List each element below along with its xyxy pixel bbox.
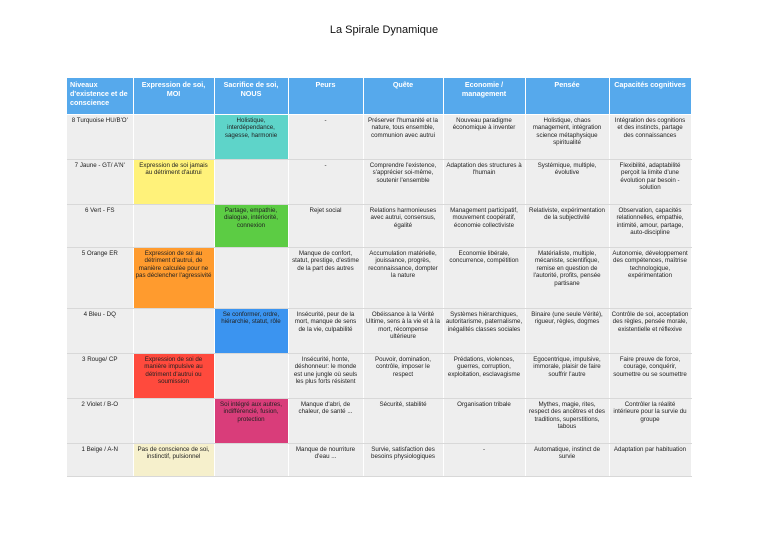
header-capacites: Capacités cognitives: [609, 78, 691, 115]
economie-cell: Adaptation des structures à l'humain: [443, 160, 525, 205]
table-row: [67, 115, 691, 160]
economie-cell: Management participatif, mouvement coopératif, économie collectiviste: [443, 205, 525, 248]
table-row: [67, 399, 691, 444]
pensee-cell: Egocentrique, impulsive, immorale, plaisir de faire souffrir l'autre: [525, 354, 609, 399]
capacites-cell: Observation, capacités relationnelles, empathie, intimité, amour, partage, auto-discipline: [609, 205, 691, 248]
peurs-cell: Rejet social: [288, 205, 363, 248]
nous-cell: Se conformer, ordre, hiérarchie, statut, rôle: [214, 309, 288, 354]
moi-cell: Pas de conscience de soi, instinctif, pulsionnel: [133, 444, 214, 477]
pensee-cell: Automatique, instinct de survie: [525, 444, 609, 477]
pensee-cell: Relativiste, expérimentation de la subjectivité: [525, 205, 609, 248]
quete-cell: Sécurité, stabilité: [363, 399, 443, 444]
header-niveaux: Niveaux d'existence et de conscience: [67, 78, 133, 115]
header-moi: Expression de soi, MOI: [133, 78, 214, 115]
economie-cell: -: [443, 444, 525, 477]
peurs-cell: Manque de confort, statut, prestige, d'estime de la part des autres: [288, 248, 363, 309]
table-row: [67, 205, 691, 248]
header-economie: Economie / management: [443, 78, 525, 115]
nous-cell: Soi intégré aux autres, indifférencié, fusion, protection: [214, 399, 288, 444]
level-cell: 2 Violet / B-O: [67, 399, 133, 444]
quete-cell: Survie, satisfaction des besoins physiologiques: [363, 444, 443, 477]
quete-cell: Préserver l'humanité et la nature, tous ensemble, communion avec autrui: [363, 115, 443, 160]
economie-cell: Prédations, violences, guerres, corruption, exploitation, esclavagisme: [443, 354, 525, 399]
level-cell: 8 Turquoise HU/B'O': [67, 115, 133, 160]
nous-cell: Partage, empathie, dialogue, intériorité, connexion: [214, 205, 288, 248]
quete-cell: Comprendre l'existence, s'apprécier soi-même, soutenir l'ensemble: [363, 160, 443, 205]
spiral-table: [67, 78, 692, 477]
level-cell: 6 Vert - FS: [67, 205, 133, 248]
capacites-cell: Contrôler la réalité intérieure pour la survie du groupe: [609, 399, 691, 444]
level-cell: 7 Jaune - GT/ A'N': [67, 160, 133, 205]
pensee-cell: Mythes, magie, rites, respect des ancêtres et des traditions, superstitions, tabous: [525, 399, 609, 444]
peurs-cell: Insécurité, peur de la mort, manque de sens de la vie, culpabilité: [288, 309, 363, 354]
table-row: [67, 248, 691, 309]
moi-cell: Expression de soi jamais au détriment d'autrui: [133, 160, 214, 205]
header-peurs: Peurs: [288, 78, 363, 115]
peurs-cell: -: [288, 115, 363, 160]
peurs-cell: Manque d'abri, de chaleur, de santé ...: [288, 399, 363, 444]
table-row: [67, 444, 691, 477]
level-cell: 5 Orange ER: [67, 248, 133, 309]
quete-cell: Accumulation matérielle, jouissance, progrès, reconnaissance, dompter la nature: [363, 248, 443, 309]
capacites-cell: Contrôle de soi, acceptation des règles, pensée morale, existentielle et réflexive: [609, 309, 691, 354]
pensee-cell: Binaire (une seule Vérité), rigueur, règles, dogmes: [525, 309, 609, 354]
quete-cell: Relations harmonieuses avec autrui, consensus, égalité: [363, 205, 443, 248]
pensee-cell: Systémique, multiple, évolutive: [525, 160, 609, 205]
nous-cell: [214, 444, 288, 477]
capacites-cell: Autonomie, développement des compétences, maîtrise technologique, expérimentation: [609, 248, 691, 309]
economie-cell: Systèmes hiérarchiques, autoritarisme, paternalisme, inégalités classes sociales: [443, 309, 525, 354]
moi-cell: Expression de soi au détriment d'autrui, de manière calculée pour ne pas déclencher l'agressivité: [133, 248, 214, 309]
header-nous: Sacrifice de soi, NOUS: [214, 78, 288, 115]
level-cell: 1 Beige / A-N: [67, 444, 133, 477]
table-row: [67, 354, 691, 399]
nous-cell: [214, 354, 288, 399]
header-quete: Quête: [363, 78, 443, 115]
capacites-cell: Faire preuve de force, courage, conquérir, soumettre ou se soumettre: [609, 354, 691, 399]
capacites-cell: Flexibilité, adaptabilité perçoit la limite d'une évolution par besoin - solution: [609, 160, 691, 205]
capacites-cell: Adaptation par habituation: [609, 444, 691, 477]
economie-cell: Nouveau paradigme économique à inventer: [443, 115, 525, 160]
nous-cell: [214, 248, 288, 309]
pensee-cell: Matérialiste, multiple, mécaniste, scientifique, remise en question de l'autorité, profits, pensée partisane: [525, 248, 609, 309]
header-pensee: Pensée: [525, 78, 609, 115]
economie-cell: Organisation tribale: [443, 399, 525, 444]
moi-cell: Expression de soi de manière impulsive au détriment d'autrui ou soumission: [133, 354, 214, 399]
page-title: La Spirale Dynamique: [329, 24, 439, 36]
moi-cell: [133, 115, 214, 160]
peurs-cell: Insécurité, honte, déshonneur: le monde est une jungle où seuls les plus forts résistent: [288, 354, 363, 399]
peurs-cell: -: [288, 160, 363, 205]
level-cell: 4 Bleu - DQ: [67, 309, 133, 354]
table-row: [67, 160, 691, 205]
moi-cell: [133, 309, 214, 354]
nous-cell: [214, 160, 288, 205]
moi-cell: [133, 205, 214, 248]
pensee-cell: Holistique, chaos management, intégration science métaphysique spiritualité: [525, 115, 609, 160]
quete-cell: Pouvoir, domination, contrôle, imposer le respect: [363, 354, 443, 399]
header-row: [67, 78, 691, 115]
peurs-cell: Manque de nourriture d'eau ...: [288, 444, 363, 477]
table-row: [67, 309, 691, 354]
quete-cell: Obéissance à la Vérité Ultime, sens à la vie et à la mort, récompense ultérieure: [363, 309, 443, 354]
level-cell: 3 Rouge/ CP: [67, 354, 133, 399]
economie-cell: Economie libérale, concurrence, compétition: [443, 248, 525, 309]
capacites-cell: Intégration des cognitions et des instincts, partage des connaissances: [609, 115, 691, 160]
nous-cell: Holistique, interdépendance, sagesse, harmonie: [214, 115, 288, 160]
moi-cell: [133, 399, 214, 444]
